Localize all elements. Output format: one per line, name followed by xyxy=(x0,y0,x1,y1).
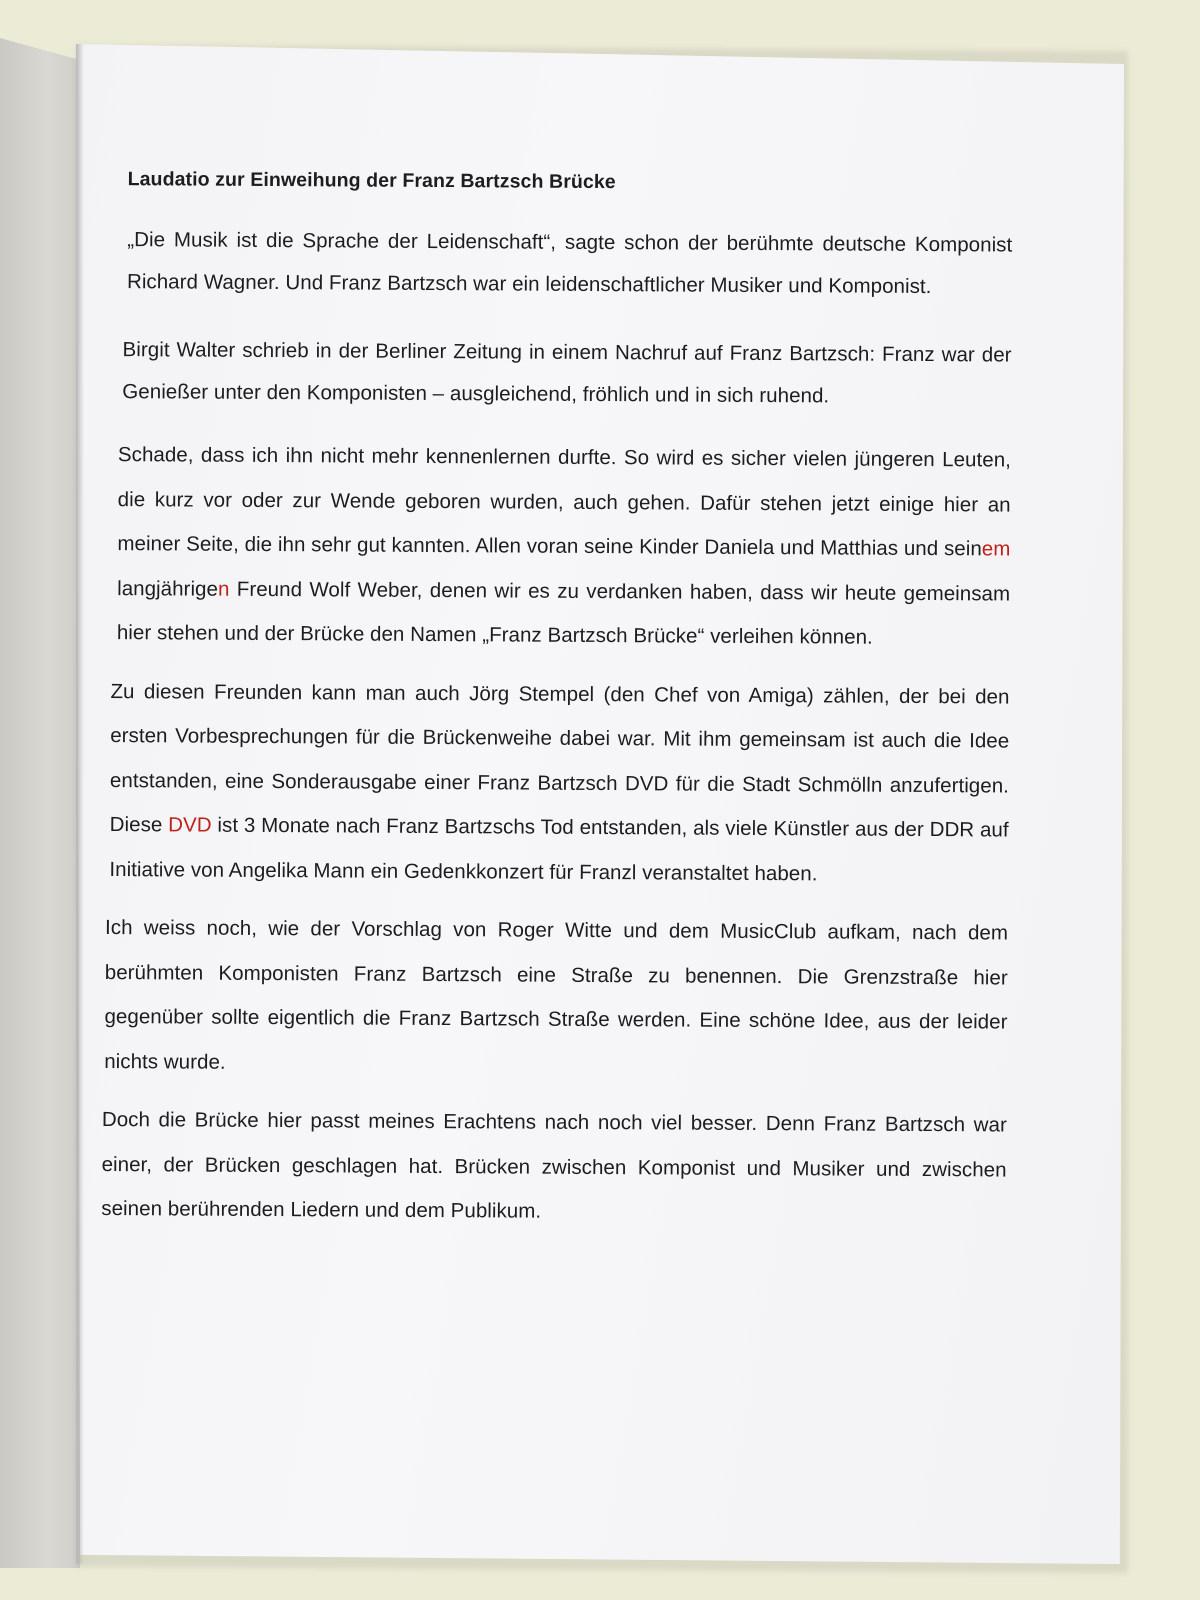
page-fold xyxy=(76,44,84,1564)
paragraph-3-correction-2: n xyxy=(217,577,230,601)
paragraph-6 xyxy=(101,1098,1007,1237)
paragraph-4-highlight-dvd: DVD xyxy=(168,813,212,837)
paragraph-3 xyxy=(105,433,1011,661)
paragraph-4 xyxy=(103,669,1009,897)
paragraph-2-text: Birgit Walter schrieb in der Berliner Zeitung in einem Nachruf auf Franz Bartzsch: Franz war der Genießer unter den Komponisten – ausgleichend, fröhlich und in sich ruhend. xyxy=(122,338,1012,408)
paragraph-1 xyxy=(107,219,1012,309)
paragraph-4-text-a: Zu diesen Freunden kann man auch Jörg Stempel (den Chef von Amiga) zählen, der bei den ersten Vorbesprechungen für die Brückenweihe dabei war. Mit ihm gemeinsam ist auch die Idee entstanden, eine Sonderausgabe einer Franz Bartzsch DVD für die Stadt Schmölln anzufertigen. Diese xyxy=(109,679,1010,837)
paragraph-4-text-b: ist 3 Monate nach Franz Bartzschs Tod entstanden, als viele Künstler aus der DDR auf Initiative von Angelika Mann ein Gedenkkonzert für Franzl veranstaltet haben. xyxy=(109,813,1009,885)
document-content xyxy=(101,120,1013,1251)
paragraph-3-correction-1: em xyxy=(981,537,1011,561)
paragraph-2 xyxy=(106,329,1011,419)
paragraph-3-text-b: langjährige xyxy=(117,576,219,601)
paragraph-6-text: Doch die Brücke hier passt meines Erachtens nach noch viel besser. Denn Franz Bartzsch war einer, der Brücken geschlagen hat. Brücken zwischen Komponist und Musiker und zwischen seinen berührenden Liedern und dem Publikum. xyxy=(101,1107,1007,1223)
paragraph-5 xyxy=(102,906,1008,1090)
paragraph-3-text-c: Freund Wolf Weber, denen wir es zu verdanken haben, dass wir heute gemeinsam hier stehen und der Brücke den Namen „Franz Bartzsch Brücke“ verleihen können. xyxy=(116,577,1011,649)
paragraph-5-text: Ich weiss noch, wie der Vorschlag von Roger Witte und dem MusicClub aufkam, nach dem berühmten Komponisten Franz Bartzsch eine Straße zu benennen. Die Grenzstraße hier gegenüber sollte eigentlich die Franz Bartzsch Straße werden. Eine schöne Idee, aus der leider nichts wurde. xyxy=(104,915,1009,1074)
paragraph-3-text-a: Schade, dass ich ihn nicht mehr kennenlernen durfte. So wird es sicher vielen jüngeren Leuten, die kurz vor oder zur Wende geboren wurden, auch gehen. Dafür stehen jetzt einige hier an meiner Seite, die ihn sehr gut kannten. Allen voran seine Kinder Daniela und Matthias und sein xyxy=(117,443,1012,561)
left-page-edge xyxy=(0,38,80,1568)
document-title: Laudatio zur Einweihung der Franz Bartzsch Brücke xyxy=(127,168,616,194)
paragraph-1-text: „Die Musik ist die Sprache der Leidenschaft“, sagte schon der berühmte deutsche Komponist Richard Wagner. Und Franz Bartzsch war ein leidenschaftlicher Musiker und Komponist. xyxy=(126,228,1013,299)
